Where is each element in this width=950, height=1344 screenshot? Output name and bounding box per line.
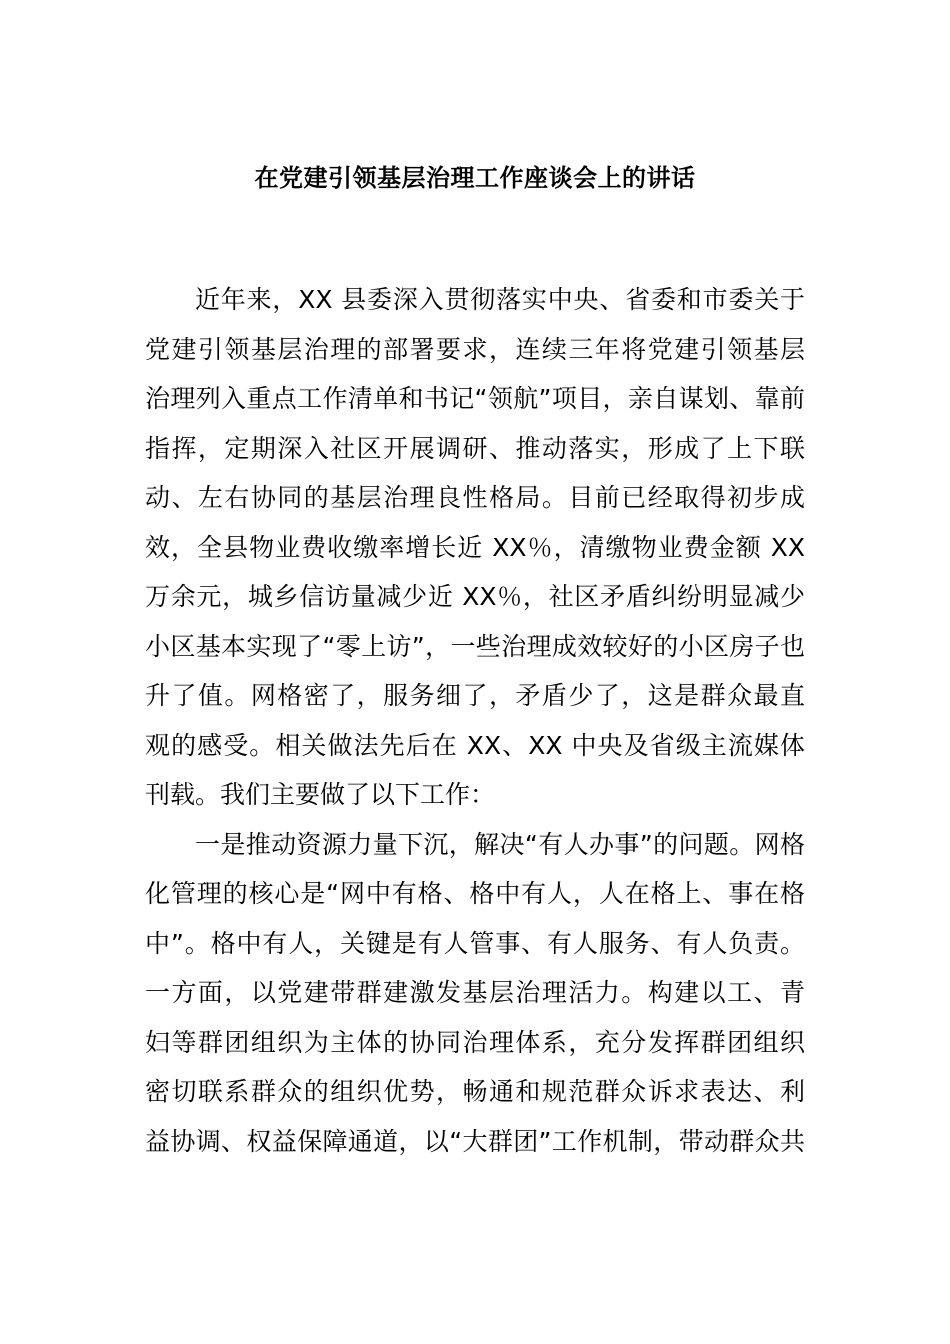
- body-line: 观的感受。相关做法先后在 XX、XX 中央及省级主流媒体: [145, 730, 805, 760]
- body-line: 一方面，以党建带群建激发基层治理活力。构建以工、青: [145, 978, 805, 1007]
- body-line: 动、左右协同的基层治理良性格局。目前已经取得初步成: [145, 483, 805, 512]
- body-line: 党建引领基层治理的部署要求，连续三年将党建引领基层: [145, 334, 805, 364]
- body-line: 密切联系群众的组织优势，畅通和规范群众诉求表达、利: [145, 1077, 805, 1106]
- body-line: 近年来，XX 县委深入贯彻落实中央、省委和市委关于: [195, 285, 805, 314]
- body-line: 效，全县物业费收缴率增长近 XX％，清缴物业费金额 XX: [145, 532, 805, 562]
- body-line: 益协调、权益保障通道，以“大群团”工作机制，带动群众共: [145, 1126, 805, 1156]
- body-line: 小区基本实现了“零上访”，一些治理成效较好的小区房子也: [145, 631, 805, 661]
- body-line: 万余元，城乡信访量减少近 XX％，社区矛盾纠纷明显减少: [145, 582, 805, 611]
- body-line: 治理列入重点工作清单和书记“领航”项目，亲自谋划、靠前: [145, 384, 805, 413]
- body-line: 妇等群团组织为主体的协同治理体系，充分发挥群团组织: [145, 1027, 805, 1057]
- document-title: 在党建引领基层治理工作座谈会上的讲话: [254, 164, 696, 192]
- body-line: 中”。格中有人，关键是有人管事、有人服务、有人负责。: [145, 928, 805, 958]
- document-body: [145, 275, 805, 1166]
- body-line: 升了值。网格密了，服务细了，矛盾少了，这是群众最直: [145, 681, 805, 710]
- body-line: 指挥，定期深入社区开展调研、推动落实，形成了上下联: [145, 433, 805, 463]
- body-line: 一是推动资源力量下沉，解决“有人办事”的问题。网格: [195, 829, 805, 859]
- body-line: 化管理的核心是“网中有格、格中有人，人在格上、事在格: [145, 879, 805, 908]
- body-line: 刊载。我们主要做了以下工作：: [145, 780, 496, 809]
